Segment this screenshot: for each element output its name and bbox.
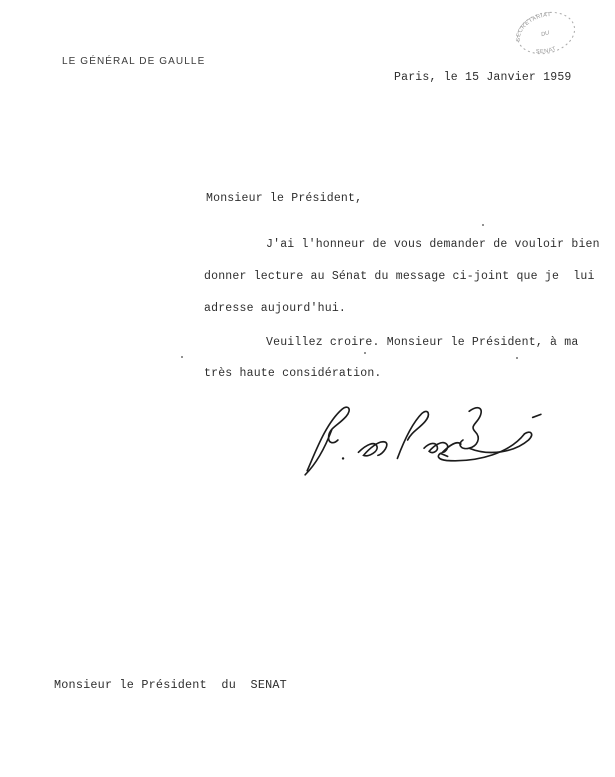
- body-line: très haute considération.: [204, 367, 382, 380]
- body-line: Veuillez croire. Monsieur le Président, à ma: [266, 336, 579, 349]
- letterhead: LE GÉNÉRAL DE GAULLE: [62, 56, 206, 67]
- svg-text:DU: DU: [540, 30, 550, 39]
- signature-de-gaulle-icon: [294, 399, 552, 481]
- body-line: J'ai l'honneur de vous demander de vouloir bien: [266, 238, 600, 251]
- receipt-stamp: [505, 0, 588, 68]
- scan-speck: [482, 224, 484, 226]
- salutation: Monsieur le Président,: [206, 192, 363, 205]
- body-line: adresse aujourd'hui.: [204, 302, 347, 315]
- scan-speck: [516, 357, 518, 359]
- stamp-oval-icon: [505, 0, 588, 68]
- body-line: donner lecture au Sénat du message ci-joint que je lui: [204, 270, 595, 283]
- scan-speck: [364, 352, 366, 354]
- svg-text:SECRETARIAT: SECRETARIAT: [515, 12, 552, 42]
- date-line: Paris, le 15 Janvier 1959: [394, 71, 572, 84]
- svg-text:SENAT: SENAT: [535, 45, 558, 56]
- recipient-line: Monsieur le Président du SENAT: [54, 678, 287, 692]
- scan-speck: [181, 356, 183, 358]
